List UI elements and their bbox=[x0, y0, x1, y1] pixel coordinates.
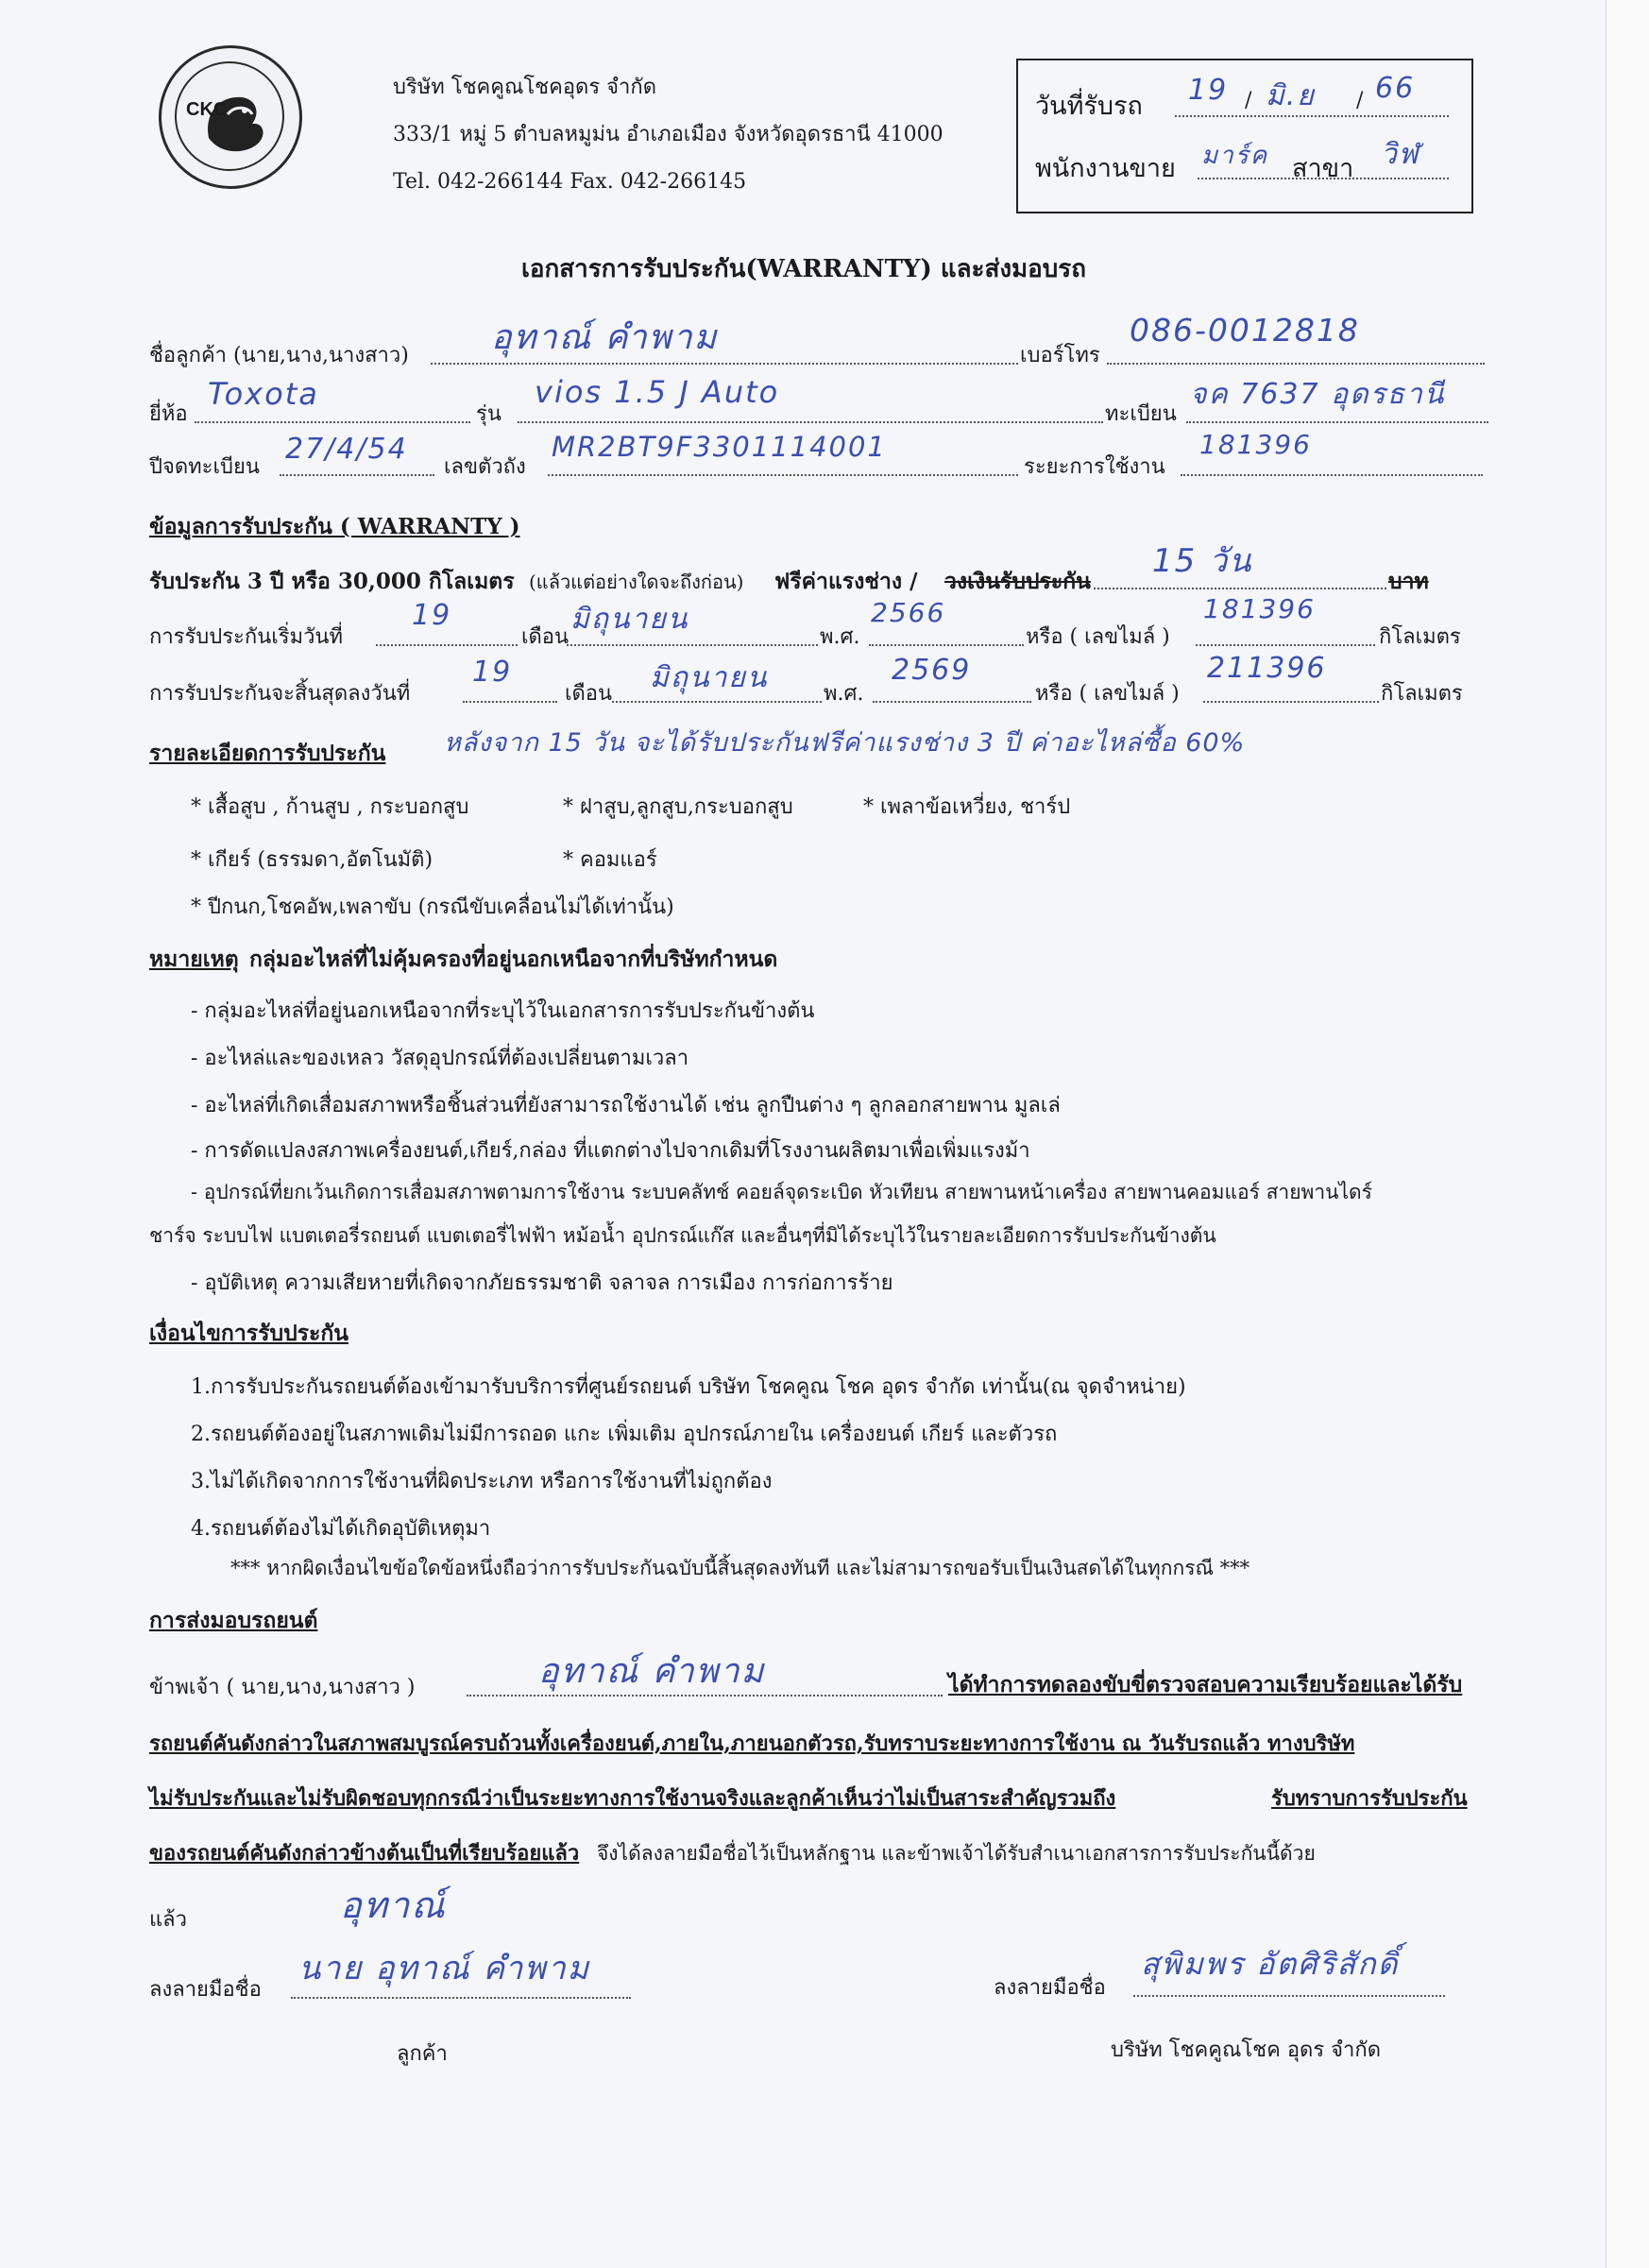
receipt-month: มิ.ย bbox=[1266, 79, 1316, 112]
logo-text: CKC bbox=[186, 99, 228, 120]
warranty-section-title: ข้อมูลการรับประกัน ( WARRANTY ) bbox=[149, 514, 520, 539]
car-model: vios 1.5 J Auto bbox=[535, 374, 780, 410]
phone-label: เบอร์โทร bbox=[1020, 344, 1100, 367]
logo-bird-icon bbox=[162, 48, 299, 186]
detail-label: รายละเอียดการรับประกัน bbox=[149, 741, 386, 766]
delivery-line5: แล้ว bbox=[149, 1908, 188, 1932]
current-mileage: 181396 bbox=[1199, 429, 1312, 460]
delivery-line3b: รับทราบการรับประกัน bbox=[1271, 1786, 1468, 1811]
company-address: 333/1 หมู่ 5 ตำบลหมูม่น อำเภอเมือง จังหวัดอุดรธานี 41000 bbox=[393, 123, 944, 146]
company-signature: สุพิมพร อัตศิริสักดิ์ bbox=[1141, 1946, 1400, 1982]
customer-sign-label: ลงลายมือชื่อ bbox=[149, 1978, 262, 2002]
receipt-box: วันที่รับรถ 19 / มิ.ย / 66 พนักงานขาย มาร์ค สาขา วิฬ bbox=[1016, 59, 1473, 213]
coverage-item: * คอมแอร์ bbox=[563, 848, 657, 872]
company-contact: Tel. 042-266144 Fax. 042-266145 bbox=[393, 170, 747, 194]
delivery-customer-name: อุทาณ์ คำพาม bbox=[538, 1652, 766, 1691]
coverage-item: * ปีกนก,โชคอัพ,เพลาขับ (กรณีขับเคลื่อนไม่ได้เท่านั้น) bbox=[191, 895, 674, 919]
customer-signature-mark: อุทาณ์ bbox=[340, 1884, 447, 1926]
baht-label: บาท bbox=[1388, 569, 1429, 594]
chassis-number: MR2BT9F3301114001 bbox=[552, 431, 887, 463]
end-day: 19 bbox=[472, 656, 513, 689]
free-labor-label: ฟรีค่าแรงช่าง / bbox=[774, 569, 918, 594]
end-label: การรับประกันจะสิ้นสุดลงวันที่ bbox=[149, 682, 411, 706]
end-km-label: กิโลเมตร bbox=[1381, 682, 1463, 706]
remark-item: - อะไหล่และของเหลว วัสดุอุปกรณ์ที่ต้องเปลี่ยนตามเวลา bbox=[191, 1047, 689, 1070]
start-km-label: กิโลเมตร bbox=[1379, 625, 1461, 649]
remark-item: - การดัดแปลงสภาพเครื่องยนต์,เกียร์,กล่อง ที่แตกต่างไปจากเดิมที่โรงงานผลิตมาเพื่อเพิ่มแรงม้า bbox=[191, 1139, 1030, 1163]
reg-label: ทะเบียน bbox=[1105, 402, 1177, 426]
company-logo bbox=[159, 45, 302, 189]
start-day: 19 bbox=[412, 599, 452, 632]
page-edge bbox=[1606, 0, 1649, 2268]
remark-item: - อุบัติเหตุ ความเสียหายที่เกิดจากภัยธรรมชาติ จลาจล การเมือง การก่อการร้าย bbox=[191, 1271, 893, 1295]
warranty-terms-note: (แล้วแต่อย่างใดจะถึงก่อน) bbox=[529, 571, 744, 593]
receipt-day: 19 bbox=[1188, 74, 1229, 107]
customer-name: อุทาณ์ คำพาม bbox=[491, 318, 719, 357]
remark-item: - กลุ่มอะไหล่ที่อยู่นอกเหนือจากที่ระบุไว้ในเอกสารการรับประกันข้างต้น bbox=[191, 999, 815, 1023]
car-registration: จค 7637 อุดรธานี bbox=[1190, 378, 1446, 411]
start-year: 2566 bbox=[871, 597, 946, 628]
budget-label: วงเงินรับประกัน bbox=[944, 569, 1091, 594]
remark-title: หมายเหตุ bbox=[149, 946, 239, 972]
sales-label: พนักงานขาย bbox=[1035, 154, 1176, 183]
conditions-title: เงื่อนไขการรับประกัน bbox=[149, 1321, 349, 1346]
end-mileage: 211396 bbox=[1207, 652, 1327, 685]
company-role: บริษัท โชคคูณโชค อุดร จำกัด bbox=[1111, 2038, 1381, 2062]
condition-item: 4.รถยนต์ต้องไม่ได้เกิดอุบัติเหตุมา bbox=[191, 1517, 491, 1541]
mileage-label: ระยะการใช้งาน bbox=[1024, 455, 1165, 479]
detail-note: หลังจาก 15 วัน จะได้รับประกันฟรีค่าแรงช่าง 3 ปี ค่าอะไหล่ซื้อ 60% bbox=[444, 728, 1246, 758]
condition-item: 1.การรับประกันรถยนต์ต้องเข้ามารับบริการที่ศูนย์รถยนต์ บริษัท โชคคูณ โชค อุดร จำกัด เท่านั้น(ณ จุดจำหน่าย) bbox=[191, 1375, 1186, 1399]
condition-item: 3.ไม่ได้เกิดจากการใช้งานที่ผิดประเภท หรือการใช้งานที่ไม่ถูกต้อง bbox=[191, 1470, 773, 1493]
start-month-label: เดือน bbox=[521, 625, 570, 649]
remark-item: - อะไหล่ที่เกิดเสื่อมสภาพหรือชิ้นส่วนที่ยังสามารถใช้งานได้ เช่น ลูกปืนต่าง ๆ ลูกลอกสายพาน มูลเล่ bbox=[191, 1094, 1061, 1117]
customer-role: ลูกค้า bbox=[397, 2042, 448, 2066]
coverage-item: * เพลาข้อเหวี่ยง, ชาร์ป bbox=[863, 795, 1071, 819]
customer-signature: นาย อุทาณ์ คำพาม bbox=[298, 1950, 591, 1987]
remark-item: ชาร์จ ระบบไฟ แบตเตอรี่รถยนต์ แบตเตอรี่ไฟฟ้า หม้อน้ำ อุปกรณ์แก๊ส และอื่นๆที่มิได้ระบุไว้ในรายละเอียดการรับประกันข้างต้น bbox=[149, 1224, 1216, 1247]
end-mile-label: หรือ ( เลขไมล์ ) bbox=[1035, 682, 1180, 706]
branch-value: วิฬ bbox=[1381, 138, 1420, 171]
company-sign-label: ลงลายมือชื่อ bbox=[994, 1976, 1106, 2000]
delivery-line4b: จึงได้ลงลายมือชื่อไว้เป็นหลักฐาน และข้าพเจ้าได้รับสำเนาเอกสารการรับประกันนี้ด้วย bbox=[597, 1842, 1316, 1865]
coverage-item: * เกียร์ (ธรรมดา,อัตโนมัติ) bbox=[191, 848, 434, 872]
end-year: 2569 bbox=[892, 654, 972, 687]
condition-item: 2.รถยนต์ต้องอยู่ในสภาพเดิมไม่มีการถอด แกะ เพิ่มเติม อุปกรณ์ภายใน เครื่องยนต์ เกียร์ และตัวรถ bbox=[191, 1423, 1058, 1446]
coverage-item: * เสื้อสูบ , ก้านสูบ , กระบอกสูบ bbox=[191, 795, 469, 819]
receipt-date-label: วันที่รับรถ bbox=[1035, 92, 1143, 121]
start-month: มิถุนายน bbox=[570, 603, 689, 636]
conditions-warning: *** หากผิดเงื่อนไขข้อใดข้อหนึ่งถือว่าการรับประกันฉบับนี้สิ้นสุดลงทันที และไม่สามารถขอรับเป็นเงินสดได้ในทุกกรณี *** bbox=[230, 1557, 1250, 1579]
delivery-i-label: ข้าพเจ้า ( นาย,นาง,นางสาว ) bbox=[149, 1676, 416, 1699]
start-mile-label: หรือ ( เลขไมล์ ) bbox=[1026, 625, 1170, 649]
receipt-year: 66 bbox=[1375, 72, 1416, 105]
customer-name-label: ชื่อลูกค้า (นาย,นาง,นางสาว) bbox=[149, 344, 409, 367]
end-be-label: พ.ศ. bbox=[824, 682, 864, 706]
delivery-line3a: ไม่รับประกันและไม่รับผิดชอบทุกกรณีว่าเป็นระยะทางการใช้งานจริงและลูกค้าเห็นว่าไม่เป็นสาระสำคัญรวมถึง bbox=[149, 1786, 1116, 1811]
warranty-terms: รับประกัน 3 ปี หรือ 30,000 กิโลเมตร bbox=[149, 569, 515, 594]
chassis-label: เลขตัวถัง bbox=[444, 455, 526, 479]
model-label: รุ่น bbox=[476, 402, 502, 426]
delivery-title: การส่งมอบรถยนต์ bbox=[149, 1608, 318, 1633]
branch-label: สาขา bbox=[1292, 154, 1354, 183]
delivery-line4a: ของรถยนต์คันดังกล่าวข้างต้นเป็นที่เรียบร้อยแล้ว bbox=[149, 1841, 580, 1866]
warranty-budget: 15 วัน bbox=[1152, 542, 1253, 580]
remark-item: - อุปกรณ์ที่ยกเว้นเกิดการเสื่อมสภาพตามการใช้งาน ระบบคลัทช์ คอยล์จุดระเบิด หัวเทียน สายพานหน้าเครื่อง สายพานคอมแอร์ สายพานไดร์ bbox=[191, 1181, 1372, 1203]
start-label: การรับประกันเริ่มวันที่ bbox=[149, 625, 343, 649]
brand-label: ยี่ห้อ bbox=[149, 402, 188, 426]
car-brand: Toxota bbox=[208, 376, 319, 412]
end-month-label: เดือน bbox=[565, 682, 613, 706]
sales-name: มาร์ค bbox=[1201, 142, 1269, 170]
start-be-label: พ.ศ. bbox=[820, 625, 860, 649]
company-name: บริษัท โชคคูณโชคอุดร จำกัด bbox=[393, 76, 656, 99]
registration-date: 27/4/54 bbox=[285, 433, 408, 466]
delivery-line1-tail: ได้ทำการทดลองขับขี่ตรวจสอบความเรียบร้อยและได้รับ bbox=[948, 1672, 1463, 1697]
coverage-item: * ฝาสูบ,ลูกสูบ,กระบอกสูบ bbox=[563, 795, 793, 819]
end-month: มิถุนายน bbox=[650, 661, 769, 694]
customer-phone: 086-0012818 bbox=[1130, 312, 1360, 349]
start-mileage: 181396 bbox=[1203, 593, 1316, 624]
regyear-label: ปีจดทะเบียน bbox=[149, 455, 260, 479]
remark-subtitle: กลุ่มอะไหล่ที่ไม่คุ้มครองที่อยู่นอกเหนือจากที่บริษัทกำหนด bbox=[249, 946, 778, 972]
delivery-line2: รถยนต์คันดังกล่าวในสภาพสมบูรณ์ครบถ้วนทั้งเครื่องยนต์,ภายใน,ภายนอกตัวรถ,รับทราบระยะทางการใช้งาน ณ วันรับรถแล้ว ทางบริษัท bbox=[149, 1731, 1355, 1756]
document-title: เอกสารการรับประกัน(WARRANTY) และส่งมอบรถ bbox=[521, 255, 1087, 283]
